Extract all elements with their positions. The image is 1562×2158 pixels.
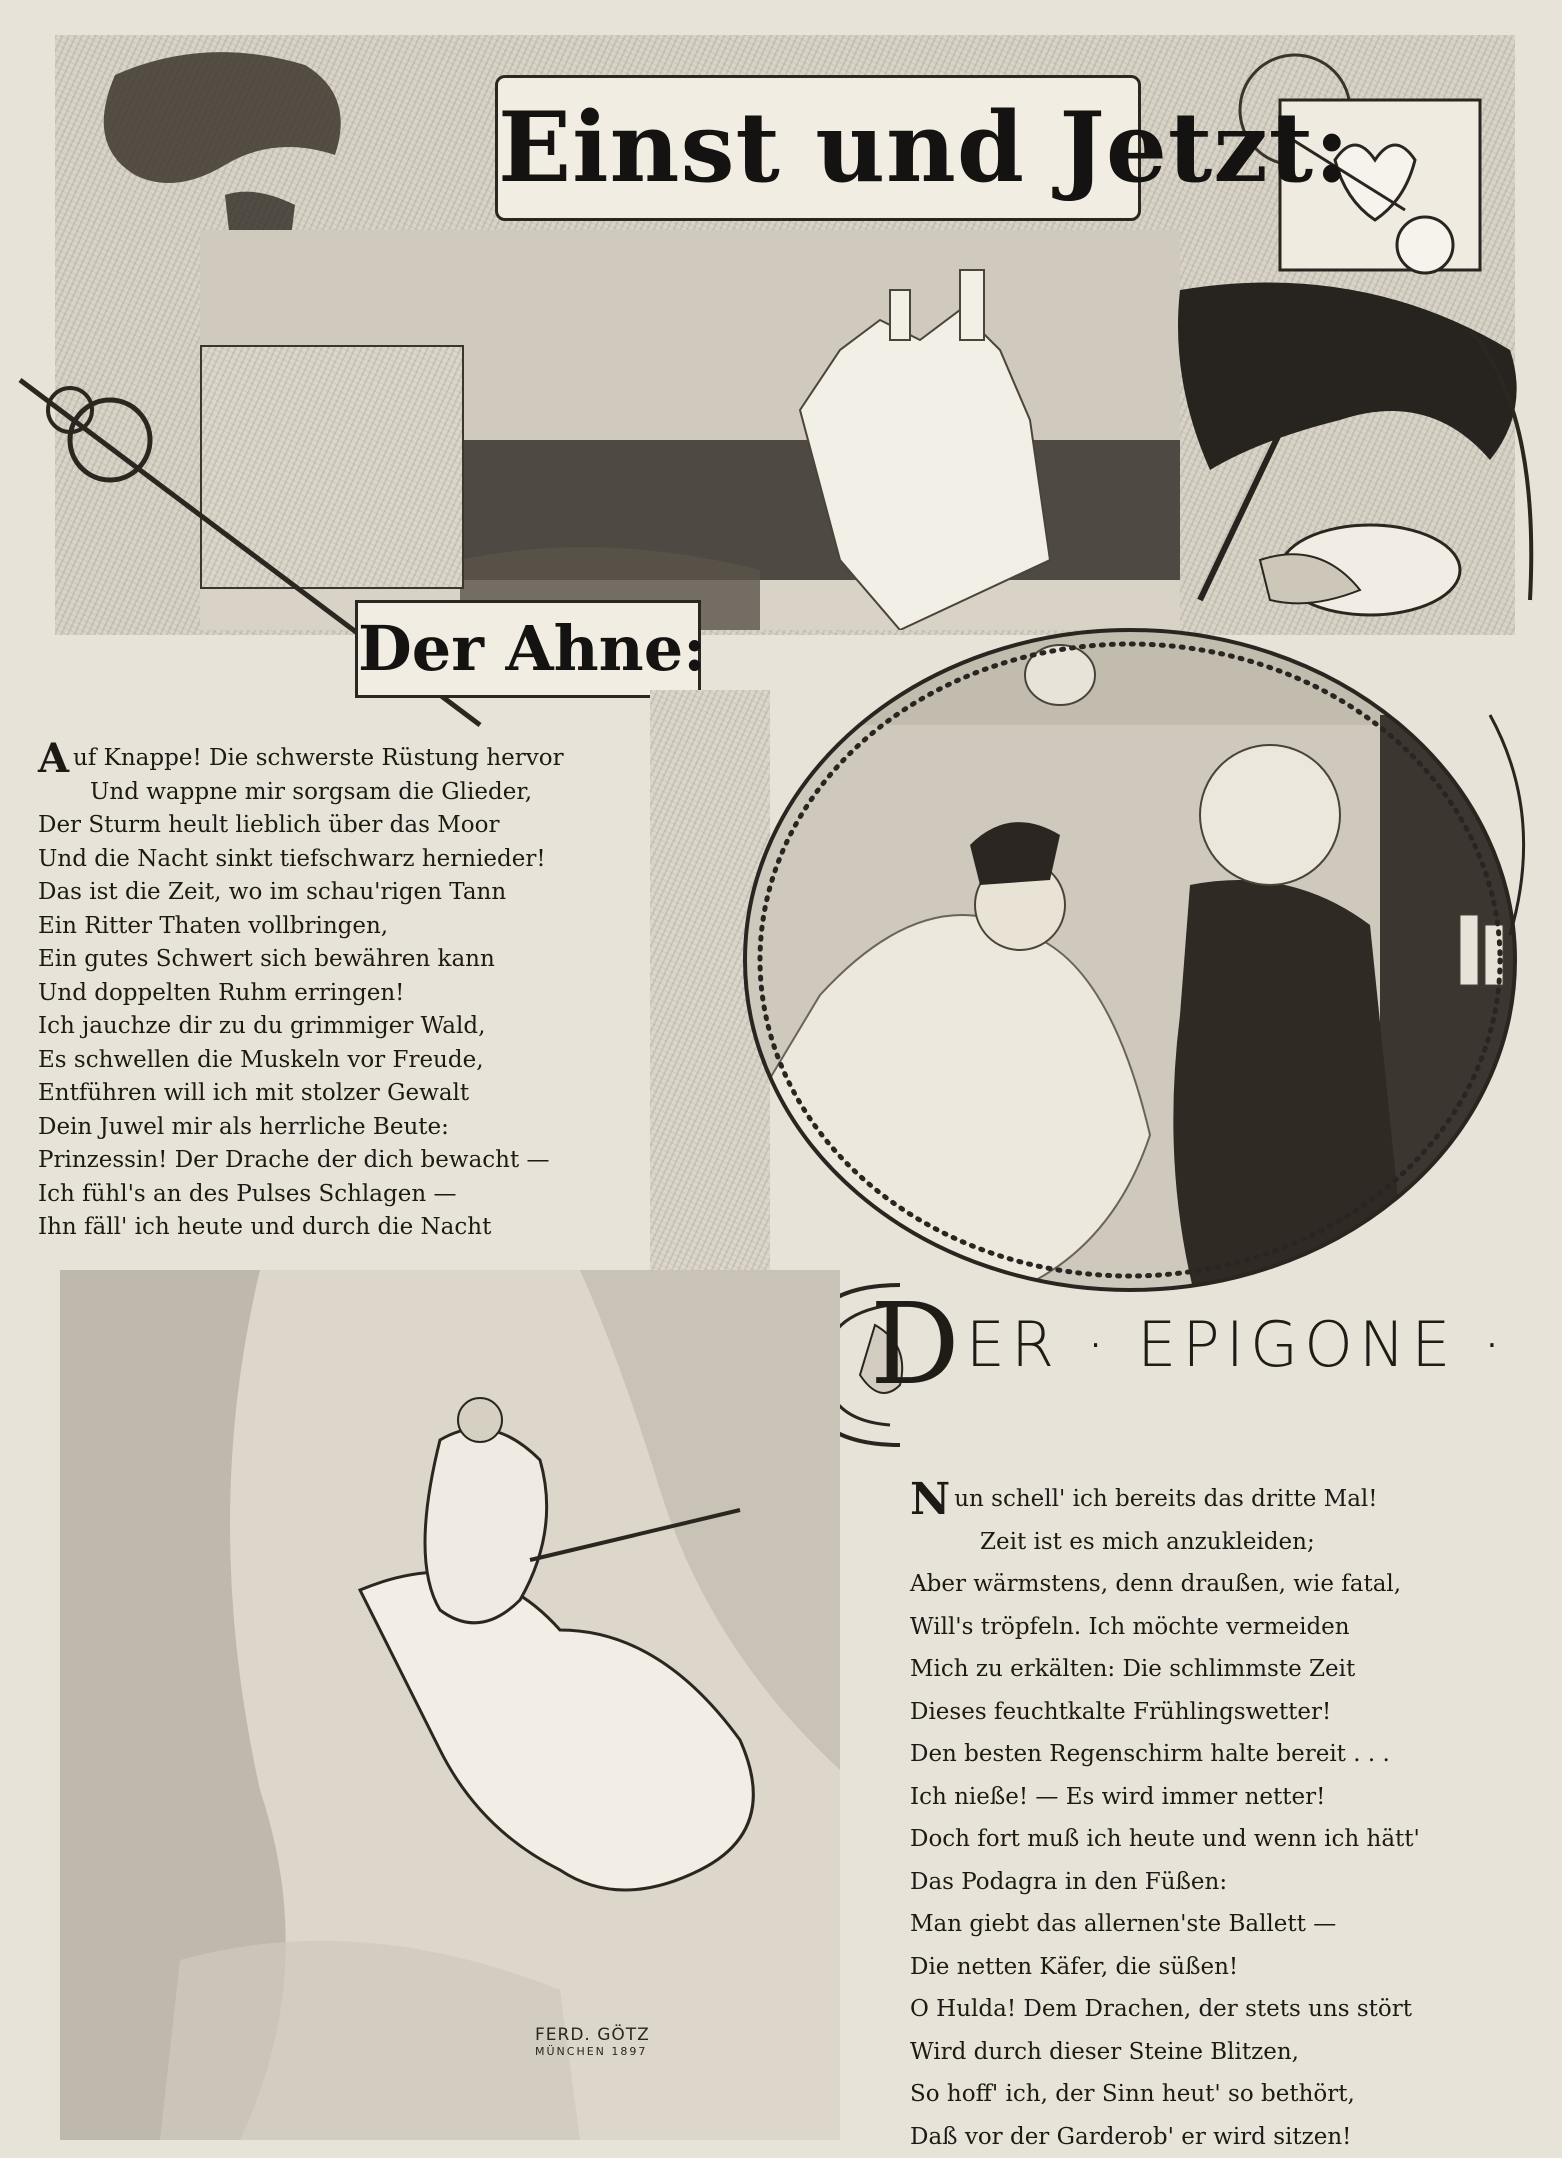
poem-epigone-line: O Hulda! Dem Drachen, der stets uns stört — [910, 1988, 1530, 2031]
artist-signature-name: FERD. GÖTZ — [535, 2025, 650, 2045]
knight-dragon-illustration — [60, 1270, 840, 2140]
artist-signature-place-year: MÜNCHEN 1897 — [535, 2045, 650, 2058]
page-title — [495, 75, 1141, 221]
poem-ahne-line-1 — [38, 742, 638, 776]
poem-epigone — [910, 1478, 1530, 2158]
poem-epigone-line-1 — [910, 1478, 1530, 1521]
poem-ahne-dropcap: A — [38, 742, 69, 776]
poem-epigone-line: Ich nieße! — Es wird immer netter! — [910, 1776, 1530, 1819]
poem-epigone-line: Man giebt das allernen'ste Ballett — — [910, 1903, 1530, 1946]
poem-epigone-line: So hoff' ich, der Sinn heut' so bethört, — [910, 2073, 1530, 2116]
poem-ahne-line: Ein Ritter Thaten vollbringen, — [38, 910, 638, 944]
poem-epigone-dropcap: N — [910, 1478, 950, 1522]
poem-epigone-line: Den besten Regenschirm halte bereit . . . — [910, 1733, 1530, 1776]
poem-epigone-line: Will's tröpfeln. Ich möchte vermeiden — [910, 1606, 1530, 1649]
poem-epigone-line: Daß vor der Garderob' er wird sitzen! — [910, 2116, 1530, 2158]
section-title-epigone-text: ER · EPIGONE · — [966, 1308, 1508, 1381]
section-title-ahne-text: Der Ahne: — [358, 612, 706, 685]
poem-ahne-line: Dein Juwel mir als herrliche Beute: — [38, 1111, 638, 1145]
poem-ahne-line: Ein gutes Schwert sich bewähren kann — [38, 943, 638, 977]
poem-epigone-line: Mich zu erkälten: Die schlimmste Zeit — [910, 1648, 1530, 1691]
poem-epigone-line: Wird durch dieser Steine Blitzen, — [910, 2031, 1530, 2074]
umbrella-illustration — [1170, 270, 1550, 630]
epigone-initial: D — [870, 1280, 966, 1410]
poem-ahne-line: Entführen will ich mit stolzer Gewalt — [38, 1077, 638, 1111]
artist-signature — [535, 2025, 650, 2058]
poem-ahne-line: Und wappne mir sorgsam die Glieder, — [38, 776, 638, 810]
poem-epigone-line: Aber wärmstens, denn draußen, wie fatal, — [910, 1563, 1530, 1606]
poem-ahne-line: Ihn fäll' ich heute und durch die Nacht — [38, 1211, 638, 1245]
poem-ahne-line: Und die Nacht sinkt tiefschwarz hernieder! — [38, 843, 638, 877]
poem-epigone-line: Dieses feuchtkalte Frühlingswetter! — [910, 1691, 1530, 1734]
poem-ahne-line: Es schwellen die Muskeln vor Freude, — [38, 1044, 638, 1078]
poem-epigone-line: Doch fort muß ich heute und wenn ich hätt' — [910, 1818, 1530, 1861]
poem-epigone-line: Das Podagra in den Füßen: — [910, 1861, 1530, 1904]
poem-epigone-first-line: un schell' ich bereits das dritte Mal! — [954, 1486, 1377, 1512]
poem-ahne-line: Der Sturm heult lieblich über das Moor — [38, 809, 638, 843]
poem-epigone-line: Die netten Käfer, die süßen! — [910, 1946, 1530, 1989]
section-title-epigone — [870, 1285, 1508, 1405]
theatre-scene-medallion — [730, 615, 1530, 1315]
poem-ahne-line: Und doppelten Ruhm erringen! — [38, 977, 638, 1011]
section-title-ahne — [355, 600, 701, 698]
poem-ahne — [38, 742, 638, 1245]
poem-ahne-line: Das ist die Zeit, wo im schau'rigen Tann — [38, 876, 638, 910]
poem-ahne-line: Prinzessin! Der Drache der dich bewacht — — [38, 1144, 638, 1178]
poem-ahne-line: Ich fühl's an des Pulses Schlagen — — [38, 1178, 638, 1212]
poem-ahne-first-line: uf Knappe! Die schwerste Rüstung hervor — [73, 745, 564, 771]
page-title-text: Einst und Jetzt: — [498, 91, 1351, 204]
poem-epigone-line: Zeit ist es mich anzukleiden; — [910, 1521, 1530, 1564]
poem-ahne-line: Ich jauchze dir zu du grimmiger Wald, — [38, 1010, 638, 1044]
